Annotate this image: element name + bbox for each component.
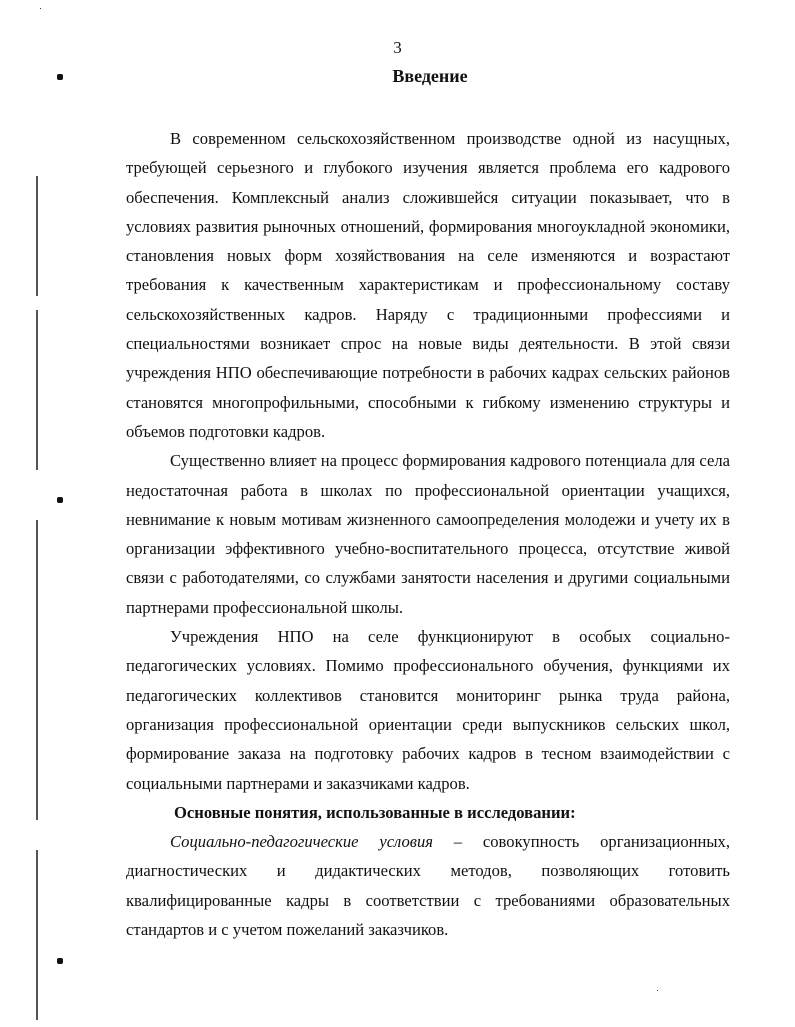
body-text [126, 124, 730, 944]
margin-rule [36, 850, 38, 1020]
paragraph: Учреждения НПО на селе функционируют в особых социально-педагогических условиях. Помимо профессионального обучения, функциями их педагогических коллективов становится мониторинг рынка труда района, организация профессиональной ориентации среди выпускников сельских школ, формирование заказа на подготовку рабочих кадров в тесном взаимодействии с социальными партнерами и заказчиками кадров. [126, 627, 730, 793]
scan-speck [40, 8, 41, 9]
margin-rule [36, 310, 38, 470]
definition-paragraph [126, 827, 730, 944]
scan-speck [657, 990, 658, 991]
section-heading: Основные понятия, использованные в исследовании: [174, 802, 576, 822]
page-number: 3 [393, 38, 402, 57]
margin-rule [36, 520, 38, 820]
page-title: Введение [392, 66, 468, 86]
paragraph: Существенно влияет на процесс формирования кадрового потенциала для села недостаточная работа в школах по профессиональной ориентации учащихся, невнимание к новым мотивам жизненного самоопределения молодежи и учету их в организации эффективного учебно-воспитательного процесса, отсутствие живой связи с работодателями, со службами занятости населения и другими социальными партнерами профессиональной школы. [126, 451, 730, 617]
paragraph: В современном сельскохозяйственном производстве одной из насущных, требующей серьезного и глубокого изучения является проблема его кадрового обеспечения. Комплексный анализ сложившейся ситуации показывает, что в условиях развития рыночных отношений, формирования многоукладной экономики, становления новых форм хозяйствования на селе изменяются и возрастают требования к качественным характеристикам и профессиональному составу сельскохозяйственных кадров. Наряду с традиционными профессиями и специальностями возникает спрос на новые виды деятельности. В этой связи учреждения НПО обеспечивающие потребности в рабочих кадрах сельских районов становятся многопрофильными, способными к гибкому изменению структуры и объемов подготовки кадров. [126, 129, 730, 441]
definition-text: – совокупность организационных, диагностических и дидактических методов, позволяющих готовить квалифицированные кадры в соответствии с требованиями образовательных стандартов и с учетом пожеланий заказчиков. [126, 832, 730, 940]
binding-mark [57, 74, 63, 80]
binding-mark [57, 497, 63, 503]
definition-term: Социально-педагогические условия [170, 832, 434, 852]
margin-rule [36, 176, 38, 296]
binding-mark [57, 958, 63, 964]
